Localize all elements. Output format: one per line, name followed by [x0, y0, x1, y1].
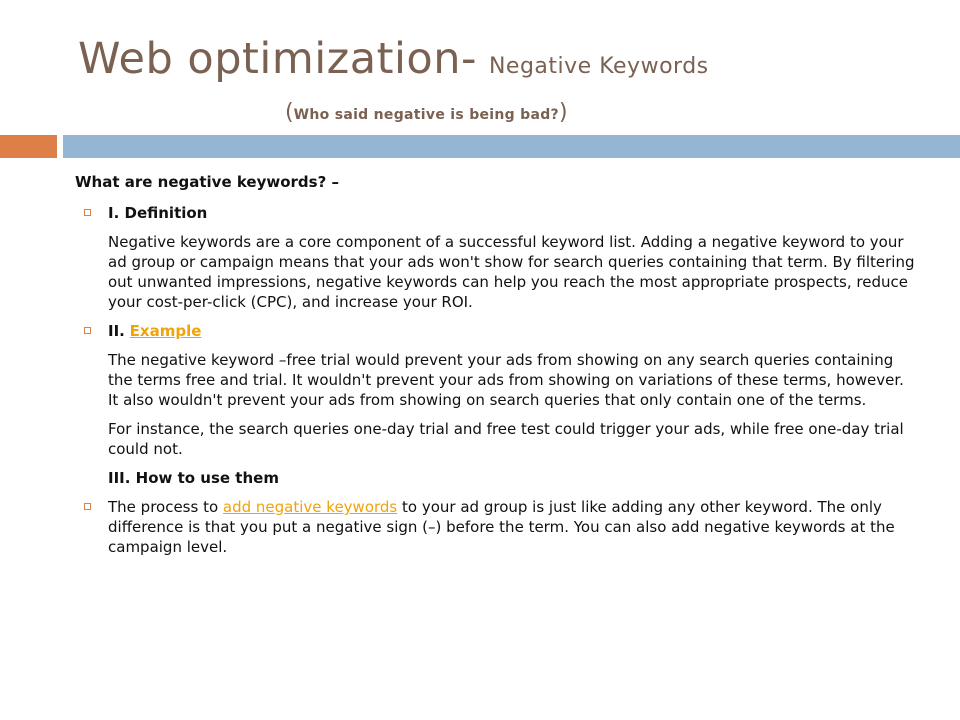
slide-subtitle: [285, 100, 568, 125]
example-link[interactable]: Example: [129, 322, 202, 340]
square-bullet-icon: [84, 327, 91, 334]
subtitle-open-paren: (: [285, 100, 294, 125]
subtitle-text: Who said negative is being bad?: [293, 107, 559, 123]
accent-bar-orange: [0, 135, 57, 158]
accent-bar-blue: [63, 135, 960, 158]
slide-title: [78, 34, 709, 84]
example-label: II.: [108, 322, 125, 340]
process-suffix: to your ad group is just like adding any other keyword. The only difference is that you put a negative sign (–) before the term. You can also add negative keywords at the campaign level.: [108, 498, 895, 556]
add-negative-keywords-link[interactable]: add negative keywords: [222, 498, 398, 516]
definition-paragraph: Negative keywords are a core component of a successful keyword list. Adding a negative keyword to your ad group or campaign means that your ads won't show for search queries containing that term. By filtering out unwanted impressions, negative keywords can help you reach the most appropriate prospects, reduce your cost-per-click (CPC), and increase your ROI.: [108, 233, 915, 311]
subtitle-close-paren: ): [558, 100, 568, 125]
process-prefix: The process to: [108, 498, 219, 516]
howto-label: III. How to use them: [108, 469, 279, 487]
title-keyword-text: Negative Keywords: [488, 54, 709, 79]
slide-body: [75, 172, 915, 566]
example-paragraph-2: For instance, the search queries one-day trial and free test could trigger your ads, while free one-day trial could not.: [108, 420, 904, 458]
title-main-text: Web optimization-: [78, 34, 477, 84]
body-heading: What are negative keywords? –: [75, 173, 340, 191]
square-bullet-icon: [84, 503, 91, 510]
process-item: [75, 497, 915, 557]
square-bullet-icon: [84, 209, 91, 216]
example-paragraph-1: The negative keyword –free trial would prevent your ads from showing on any search queries containing the terms free and trial. It wouldn't prevent your ads from showing on variations of these terms, however. It also wouldn't prevent your ads from showing on search queries that only contain one of the terms.: [108, 351, 904, 409]
example-item: [75, 321, 915, 341]
definition-label: I. Definition: [108, 204, 208, 222]
definition-item: [75, 203, 915, 223]
